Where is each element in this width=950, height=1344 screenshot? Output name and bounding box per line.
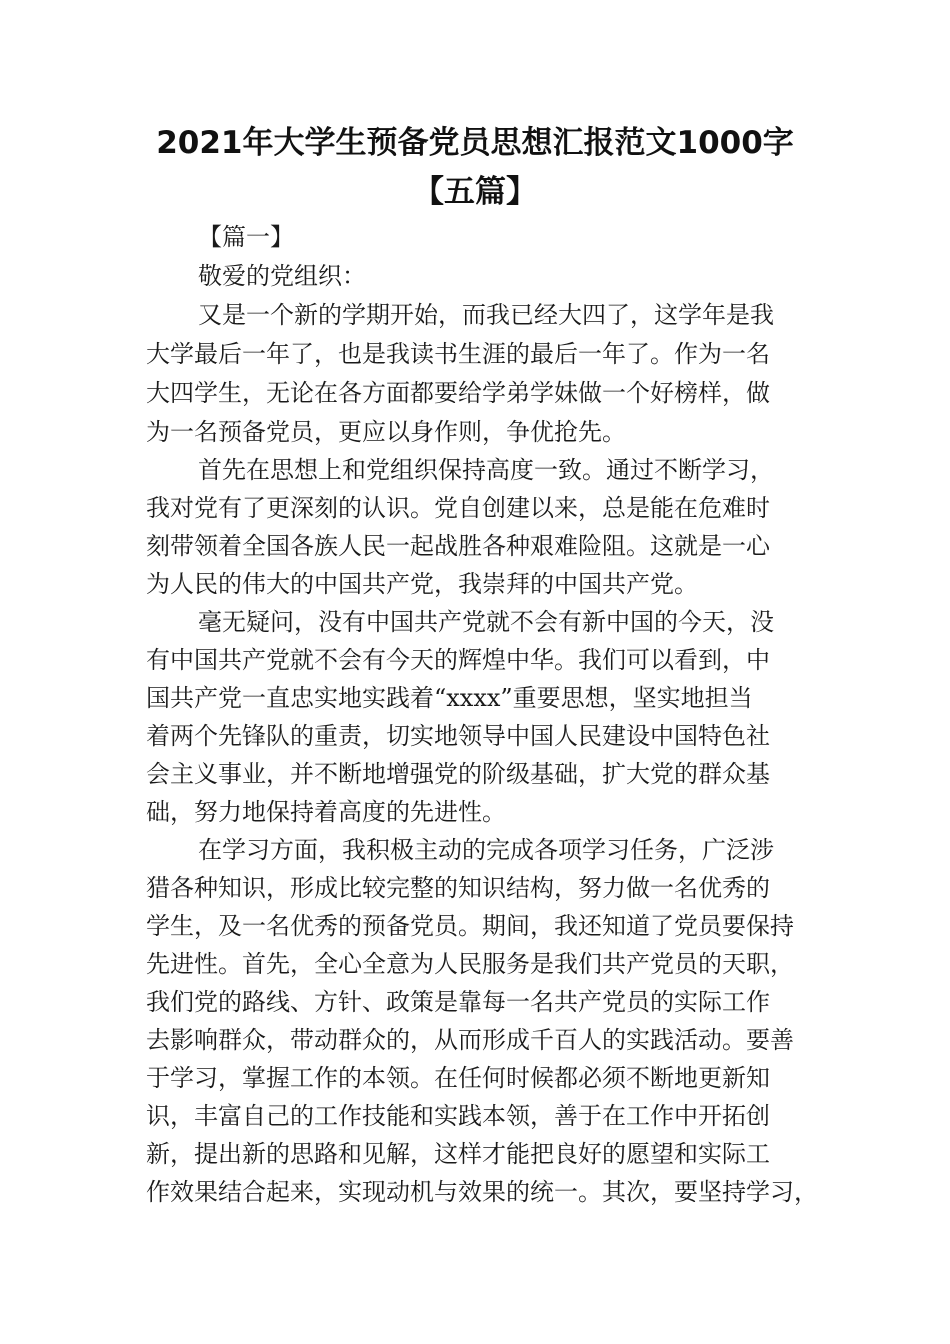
text-line: 作效果结合起来，实现动机与效果的统一。其次，要坚持学习， xyxy=(146,1178,818,1206)
document-title-line-2: 【五篇】 xyxy=(413,174,537,210)
document-title-line-1: 2021年大学生预备党员思想汇报范文1000字 xyxy=(156,125,794,161)
text-line: 毫无疑问，没有中国共产党就不会有新中国的今天，没 xyxy=(198,608,774,636)
text-line: 国共产党一直忠实地实践着“xxxx”重要思想，坚实地担当 xyxy=(146,684,753,712)
text-line: 于学习，掌握工作的本领。在任何时候都必须不断地更新知 xyxy=(146,1064,770,1092)
text-line: 学生，及一名优秀的预备党员。期间，我还知道了党员要保持 xyxy=(146,912,794,940)
text-line: 新，提出新的思路和见解，这样才能把良好的愿望和实际工 xyxy=(146,1140,770,1168)
text-line: 大四学生，无论在各方面都要给学弟学妹做一个好榜样，做 xyxy=(146,379,770,407)
text-line: 识，丰富自己的工作技能和实践本领，善于在工作中开拓创 xyxy=(146,1102,770,1130)
text-line: 去影响群众，带动群众的，从而形成千百人的实践活动。要善 xyxy=(146,1026,794,1054)
text-line: 础，努力地保持着高度的先进性。 xyxy=(146,798,506,826)
text-line: 会主义事业，并不断地增强党的阶级基础，扩大党的群众基 xyxy=(146,760,770,788)
text-line: 在学习方面，我积极主动的完成各项学习任务，广泛涉 xyxy=(198,836,774,864)
text-line: 为一名预备党员，更应以身作则，争优抢先。 xyxy=(146,418,626,446)
text-line: 着两个先锋队的重责，切实地领导中国人民建设中国特色社 xyxy=(146,722,770,750)
text-line: 为人民的伟大的中国共产党，我崇拜的中国共产党。 xyxy=(146,570,698,598)
section-heading: 【篇一】 xyxy=(198,223,294,251)
text-line: 我对党有了更深刻的认识。党自创建以来，总是能在危难时 xyxy=(146,494,770,522)
text-line: 先进性。首先，全心全意为人民服务是我们共产党员的天职， xyxy=(146,950,794,978)
text-line: 猎各种知识，形成比较完整的知识结构，努力做一名优秀的 xyxy=(146,874,770,902)
salutation: 敬爱的党组织： xyxy=(198,262,366,290)
text-line: 又是一个新的学期开始，而我已经大四了，这学年是我 xyxy=(198,301,774,329)
text-line: 我们党的路线、方针、政策是靠每一名共产党员的实际工作 xyxy=(146,988,770,1016)
text-line: 有中国共产党就不会有今天的辉煌中华。我们可以看到，中 xyxy=(146,646,770,674)
text-line: 大学最后一年了，也是我读书生涯的最后一年了。作为一名 xyxy=(146,340,770,368)
text-line: 首先在思想上和党组织保持高度一致。通过不断学习， xyxy=(198,456,774,484)
text-line: 刻带领着全国各族人民一起战胜各种艰难险阻。这就是一心 xyxy=(146,532,770,560)
